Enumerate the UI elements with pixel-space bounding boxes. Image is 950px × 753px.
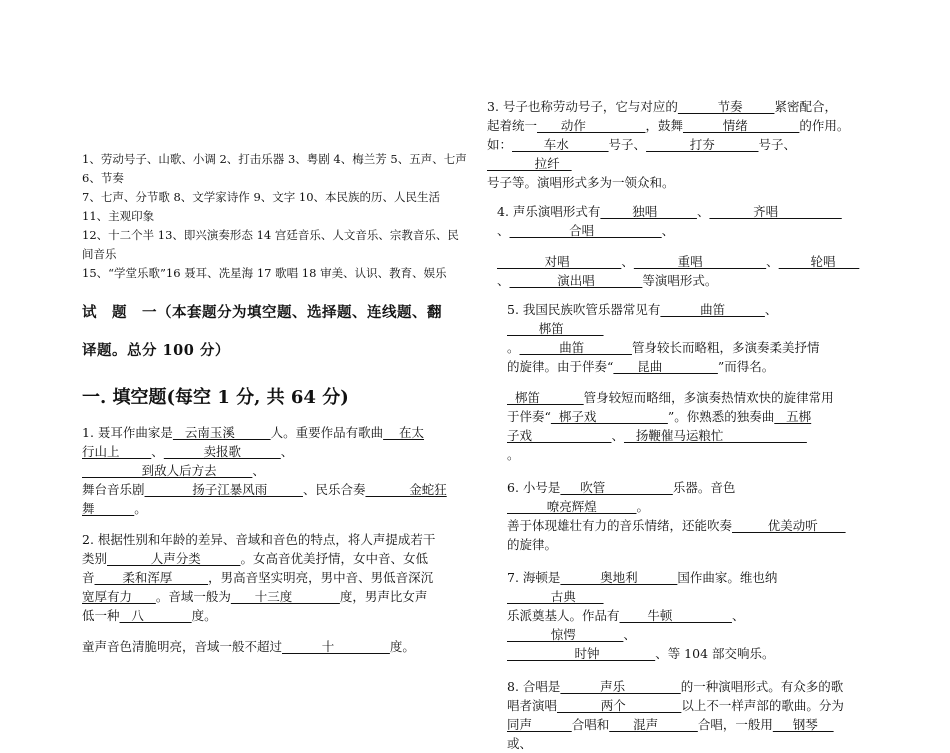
q5-text: ”而得名。: [717, 359, 775, 374]
exam-title-line-1: 试 题 一（本套题分为填空题、选择题、连线题、翻: [82, 304, 442, 321]
q1-text: 、: [252, 463, 265, 478]
answer-blank: 拉纤: [487, 156, 572, 171]
q3-text: ，鼓舞: [645, 118, 683, 133]
answer-blank: 十三度: [230, 589, 340, 604]
q4-text: 等演唱形式。: [642, 273, 718, 288]
q2-text: 2. 根据性别和年龄的差异、音域和音色的特点，将人声提成若干: [82, 532, 436, 547]
q3-text: 号子等。演唱形式多为一领众和。: [487, 175, 675, 190]
q2-text: 。音域一般为: [155, 589, 231, 604]
answer-blank: 混声: [609, 717, 698, 732]
q2-text: 低一种: [82, 608, 120, 623]
q4-text: 、: [696, 204, 710, 219]
answer-blank: 独唱: [600, 204, 697, 219]
q2-text: 音: [82, 570, 95, 585]
q8-text: 8. 合唱是: [507, 679, 561, 694]
answer-blank: 车水: [512, 137, 609, 152]
answer-blank: 梆笛: [507, 321, 604, 336]
q4-text: 、: [497, 273, 510, 288]
q5-text: 、: [764, 302, 778, 317]
answer-blank: 优美动听: [732, 518, 846, 533]
answer-blank: 演出唱: [509, 273, 643, 288]
question-3: [487, 97, 872, 192]
q5-text: 的旋律。由于伴奏“: [507, 359, 614, 374]
q8-text: 的一种演唱形式。有众多的歌: [680, 679, 844, 694]
answer-blank: 扬鞭催马运粮忙: [623, 428, 807, 443]
answer-line: 1、劳动号子、山歌、小调 2、打击乐器 3、粤剧 4、梅兰芳 5、五声、七声 6、节奏: [82, 152, 467, 185]
left-column: [82, 0, 467, 656]
question-5: [487, 300, 872, 464]
answer-blank: 吹管: [560, 480, 673, 495]
q4-text: 、: [766, 254, 779, 269]
q3-text: 的作用。: [799, 118, 850, 133]
q5-text: ”。你熟悉的独奏曲: [667, 409, 775, 424]
question-4: [487, 202, 872, 290]
q6-text: 的旋律。: [507, 537, 558, 552]
q2-text: 类别: [82, 551, 108, 566]
q6-text: 6. 小号是: [507, 480, 561, 495]
question-2: [82, 530, 467, 625]
answer-blank: 云南玉溪: [172, 425, 271, 440]
q6-text: 乐器。音色: [672, 480, 736, 495]
answer-blank: 八: [119, 608, 192, 623]
q6-text: 。: [636, 499, 649, 514]
q5-text: 5. 我国民族吹管乐器常见有: [507, 302, 661, 317]
q8-text: 合唱和: [571, 717, 610, 732]
q1-text: 。: [134, 501, 147, 516]
q3-text: 号子、: [608, 137, 647, 152]
answer-blank: 柔和浑厚: [94, 570, 209, 585]
q1-text: 舞台音乐剧: [82, 482, 145, 497]
answer-blank: 牛顿: [619, 608, 732, 623]
answer-blank: 惊愕: [507, 627, 624, 642]
q5-text: 管身较长而略粗，多演奏柔美抒情: [631, 340, 820, 355]
answer-blank: 打夯: [646, 137, 759, 152]
q8-text: 或、: [507, 736, 533, 751]
q8-text: 合唱，一般用: [697, 717, 773, 732]
q3-text: 3. 号子也称劳动号子，它与对应的: [487, 99, 678, 114]
q4-text: 、: [497, 223, 510, 238]
q5-text: 于伴奏“: [507, 409, 551, 424]
answer-line: 7、七声、分节歌 8、文学家诗作 9、文字 10、本民族的历、人民生活 11、主观印象: [82, 190, 441, 223]
q2-text: 度。: [191, 608, 217, 623]
answer-blank: 在太: [383, 425, 425, 440]
answer-blank: 情绪: [682, 118, 800, 133]
answer-blank: 梆笛: [507, 390, 584, 405]
q7-text: 、: [731, 608, 745, 623]
answer-line: 15、“学堂乐歌”16 聂耳、冼星海 17 歌唱 18 审美、认识、教育、娱乐: [82, 266, 447, 280]
q1-text: 、: [151, 444, 164, 459]
q5-text: 、: [611, 428, 624, 443]
answer-blank: 对唱: [497, 254, 622, 269]
answer-key: [82, 150, 467, 283]
answer-blank: 昆曲: [613, 359, 718, 374]
q8-text: 唱者演唱: [507, 698, 558, 713]
answer-blank: 子戏: [507, 428, 612, 443]
q1-text: 1. 聂耳作曲家是: [82, 425, 173, 440]
q6-text: 善于体现雄壮有力的音乐情绪，还能吹奏: [507, 518, 733, 533]
q7-text: 、: [623, 627, 636, 642]
answer-blank: 梆子戏: [550, 409, 668, 424]
answer-blank: 舞: [82, 501, 135, 516]
q3-text: 号子、: [758, 137, 796, 152]
question-7: [487, 568, 872, 663]
answer-blank: 卖报歌: [163, 444, 281, 459]
answer-blank: 行山上: [82, 444, 152, 459]
answer-blank: 声乐: [560, 679, 681, 694]
answer-blank: 两个: [557, 698, 682, 713]
answer-blank: 扬子江暴风雨: [144, 482, 303, 497]
answer-blank: 金蛇狂: [365, 482, 447, 497]
q8-text: 以上不一样声部的歌曲。分为: [681, 698, 844, 713]
q2-text: 。女高音优美抒情，女中音、女低: [240, 551, 428, 566]
answer-blank: 宽厚有力: [82, 589, 156, 604]
answer-blank: 到敌人后方去: [82, 463, 253, 478]
answer-blank: 节奏: [677, 99, 775, 114]
answer-blank: 人声分类: [107, 551, 241, 566]
q2-text: ，男高音坚实明亮，男中音、男低音深沉: [208, 570, 434, 585]
q1-text: 、民乐合奏: [302, 482, 366, 497]
exam-title-line-2: 译题。总分 100 分）: [82, 342, 230, 359]
q5-text: 。: [507, 447, 520, 462]
answer-line: 12、十二个半 13、即兴演奏形态 14 宫廷音乐、人文音乐、宗教音乐、民间音乐: [82, 228, 459, 261]
question-2-continued: [82, 637, 467, 656]
q3-text: 紧密配合，: [774, 99, 837, 114]
question-6: [487, 478, 872, 554]
q1-text: 、: [280, 444, 294, 459]
q7-text: 7. 海顿是: [507, 570, 561, 585]
q3-text: 度。: [389, 639, 415, 654]
answer-blank: 嘹亮辉煌: [507, 499, 637, 514]
question-8: [487, 677, 872, 753]
question-1: [82, 423, 467, 518]
answer-blank: 十: [282, 639, 390, 654]
q2-text: 度，男声比女声: [339, 589, 428, 604]
answer-blank: 奥地利: [560, 570, 678, 585]
answer-blank: 合唱: [509, 223, 662, 238]
q4-text: 、: [621, 254, 634, 269]
answer-blank: 动作: [537, 118, 646, 133]
answer-blank: 轮唱: [778, 254, 860, 269]
answer-blank: 时钟: [507, 646, 656, 661]
answer-blank: 古典: [507, 589, 604, 604]
q7-text: 国作曲家。维也纳: [677, 570, 778, 585]
q1-text: 人。重要作品有歌曲: [270, 425, 384, 440]
answer-blank: 钢琴: [772, 717, 834, 732]
answer-blank: 曲笛: [519, 340, 632, 355]
answer-blank: 曲笛: [660, 302, 765, 317]
q3-text: 童声音色清脆明亮，音域一般不超过: [82, 639, 283, 654]
section-title: 一. 填空题(每空 1 分, 共 64 分): [82, 387, 349, 408]
q5-text: 。: [507, 340, 520, 355]
answer-blank: 五梆: [774, 409, 812, 424]
answer-blank: 重唱: [633, 254, 767, 269]
q7-text: 、等 104 部交响乐。: [655, 646, 775, 661]
right-column: [487, 0, 872, 753]
q5-text: 管身较短而略细，多演奏热情欢快的旋律常用: [583, 390, 834, 405]
q4-text: 、: [661, 223, 675, 238]
answer-blank: 齐唱: [709, 204, 842, 219]
q7-text: 乐派奠基人。作品有: [507, 608, 620, 623]
q3-text: 如：: [487, 137, 513, 152]
answer-blank: 同声: [507, 717, 572, 732]
q4-text: 4. 声乐演唱形式有: [497, 204, 601, 219]
q3-text: 起着统一: [487, 118, 538, 133]
